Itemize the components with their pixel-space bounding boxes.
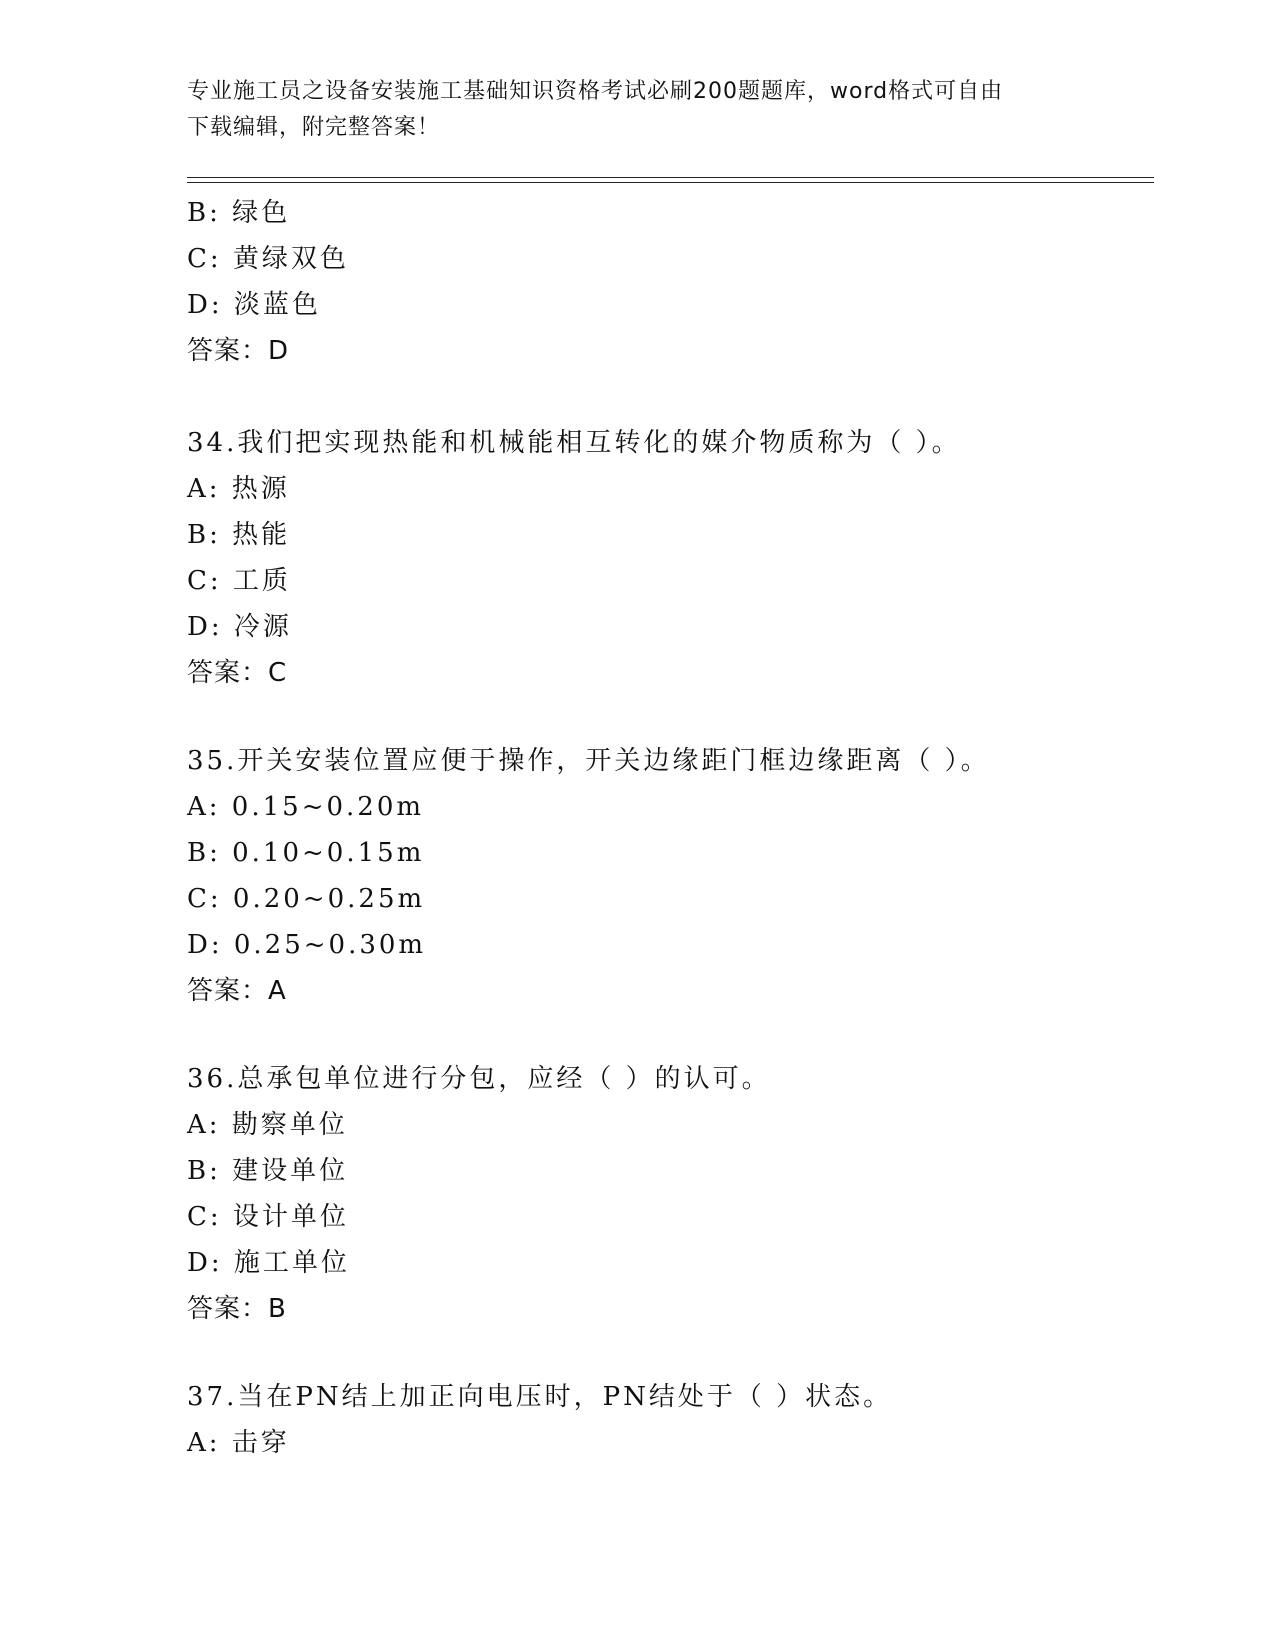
option-d: D: 施工单位: [187, 1248, 350, 1278]
option-c: C: 设计单位: [187, 1202, 349, 1232]
answer: 答案：B: [187, 1294, 287, 1324]
question-36: [187, 1056, 1147, 1332]
question-list: [187, 190, 1147, 1466]
option-a: A: 0.15~0.20m: [187, 792, 425, 822]
option-d: D: 0.25~0.30m: [187, 930, 427, 960]
option-c: C: 工质: [187, 566, 291, 596]
option-a: A: 击穿: [187, 1428, 290, 1458]
header-title-line-2: 下载编辑，附完整答案！: [187, 115, 441, 140]
document-header: [187, 74, 1087, 146]
question-34: [187, 420, 1147, 696]
question-text: 36.总承包单位进行分包，应经（ ）的认可。: [187, 1064, 771, 1094]
answer: 答案：A: [187, 976, 287, 1006]
question-37: [187, 1374, 1147, 1466]
option-a: A: 勘察单位: [187, 1110, 348, 1140]
header-divider-bottom: [187, 182, 1154, 183]
question-35: [187, 738, 1147, 1014]
question-text: 37.当在PN结上加正向电压时，PN结处于（ ）状态。: [187, 1382, 893, 1412]
question-text: 35.开关安装位置应便于操作，开关边缘距门框边缘距离（ ）。: [187, 746, 990, 776]
answer: 答案：D: [187, 336, 290, 366]
header-title-line-1: 专业施工员之设备安装施工基础知识资格考试必刷200题题库，word格式可自由: [187, 79, 1004, 104]
option-b: B: 0.10~0.15m: [187, 838, 425, 868]
option-d: D: 冷源: [187, 612, 292, 642]
question-text: 34.我们把实现热能和机械能相互转化的媒介物质称为（ ）。: [187, 428, 961, 458]
option-c: C: 黄绿双色: [187, 244, 349, 274]
option-a: A: 热源: [187, 474, 290, 504]
answer: 答案：C: [187, 658, 288, 688]
option-b: B: 建设单位: [187, 1156, 349, 1186]
option-b: B: 热能: [187, 520, 291, 550]
option-b: B: 绿色: [187, 198, 291, 228]
header-divider-top: [187, 177, 1154, 178]
option-c: C: 0.20~0.25m: [187, 884, 426, 914]
question-33-continued: [187, 190, 1147, 374]
option-d: D: 淡蓝色: [187, 290, 321, 320]
